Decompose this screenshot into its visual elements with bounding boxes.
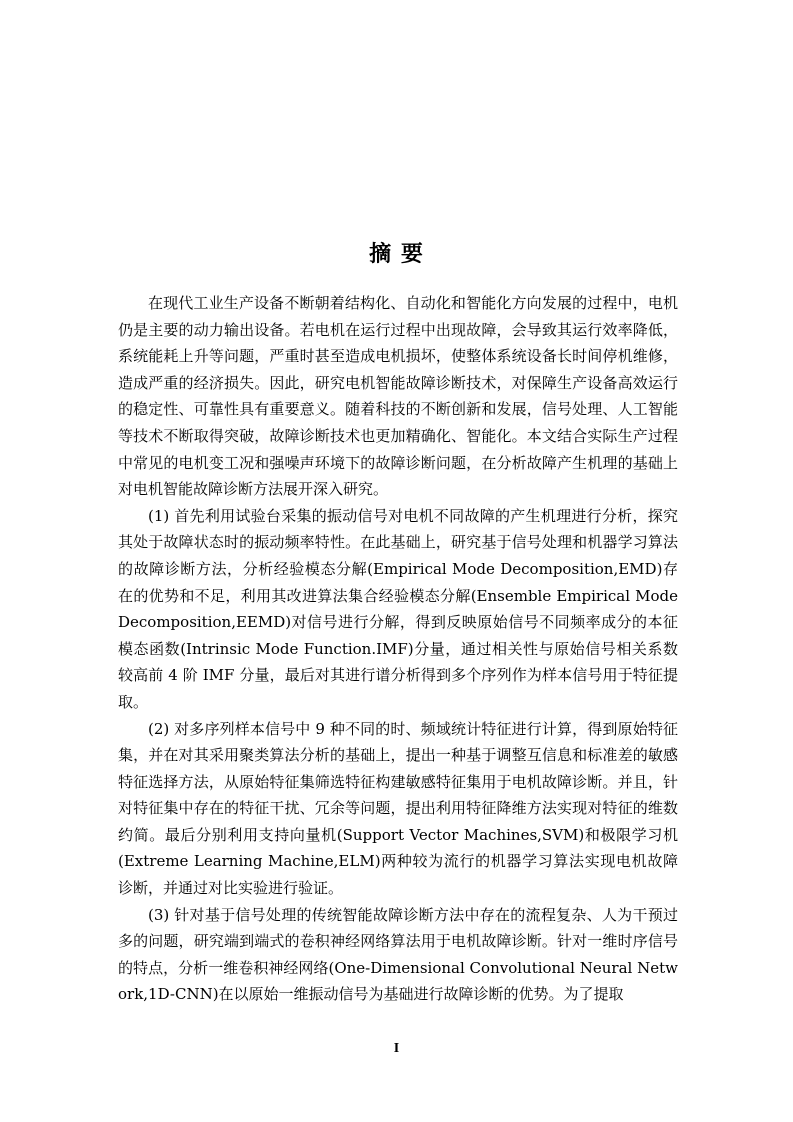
- abstract-title: 摘 要: [369, 242, 424, 267]
- abstract-body: [118, 290, 678, 1008]
- paragraph-point-1: (1) 首先利用试验台采集的振动信号对电机不同故障的产生机理进行分析，探究其处于故障状态时的振动频率特性。在此基础上，研究基于信号处理和机器学习算法的故障诊断方法，分析经验模态分解(Empirical Mode Decomposition,EMD)存在的优势和不足，利用其改进算法集合经验模态分解(Ensemble Empirical Mode Decomposition,EEMD)对信号进行分解，得到反映原始信号不同频率成分的本征模态函数(Intrinsic Mode Function.IMF)分量，通过相关性与原始信号相关系数较高前 4 阶 IMF 分量，最后对其进行谱分析得到多个序列作为样本信号用于特征提取。: [118, 506, 678, 711]
- paragraph-point-3: (3) 针对基于信号处理的传统智能故障诊断方法中存在的流程复杂、人为干预过多的问题，研究端到端式的卷积神经网络算法用于电机故障诊断。针对一维时序信号的特点，分析一维卷积神经网络(One-Dimensional Convolutional Neural Network,1D-CNN)在以原始一维振动信号为基础进行故障诊断的优势。为了提取: [118, 905, 678, 1004]
- paragraph-intro: 在现代工业生产设备不断朝着结构化、自动化和智能化方向发展的过程中，电机仍是主要的动力输出设备。若电机在运行过程中出现故障，会导致其运行效率降低，系统能耗上升等问题，严重时甚至造成电机损坏，使整体系统设备长时间停机维修，造成严重的经济损失。因此，研究电机智能故障诊断技术，对保障生产设备高效运行的稳定性、可靠性具有重要意义。随着科技的不断创新和发展，信号处理、人工智能等技术不断取得突破，故障诊断技术也更加精确化、智能化。本文结合实际生产过程中常见的电机变工况和强噪声环境下的故障诊断问题，在分析故障产生机理的基础上对电机智能故障诊断方法展开深入研究。: [118, 294, 678, 499]
- paragraph-point-2: (2) 对多序列样本信号中 9 种不同的时、频域统计特征进行计算，得到原始特征集，并在对其采用聚类算法分析的基础上，提出一种基于调整互信息和标准差的敏感特征选择方法，从原始特征集筛选特征构建敏感特征集用于电机故障诊断。并且，针对特征集中存在的特征干扰、冗余等问题，提出利用特征降维方法实现对特征的维数约简。最后分别利用支持向量机(Support Vector Machines,SVM)和极限学习机(Extreme Learning Machine,ELM)两种较为流行的机器学习算法实现电机故障诊断，并通过对比实验进行验证。: [118, 719, 678, 898]
- page-number: I: [393, 1041, 400, 1056]
